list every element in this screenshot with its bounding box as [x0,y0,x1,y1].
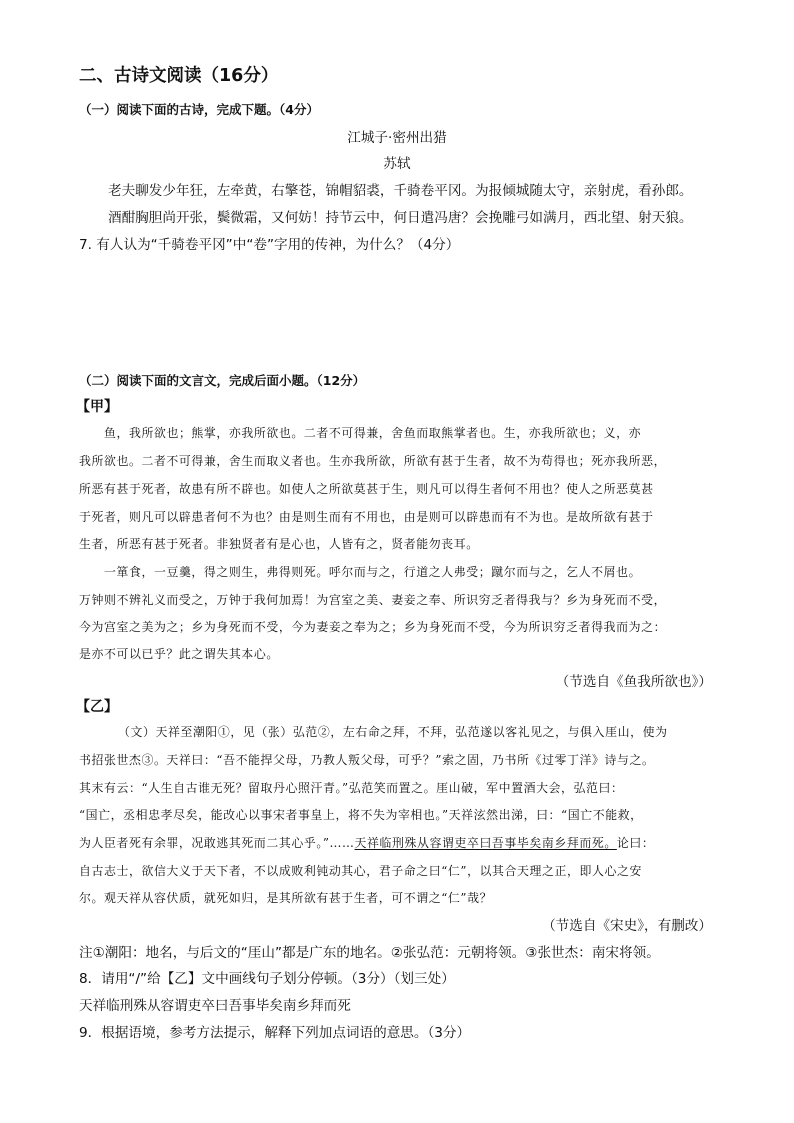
question-9: 9．根据语境，参考方法提示，解释下列加点词语的意思。（3分） [79,1025,471,1041]
poem-title: 江城子·密州出猎 [347,130,447,146]
part1-heading: （一）阅读下面的古诗，完成下题。（4分） [79,102,319,117]
jia-line: 所恶有甚于死者，故患有所不辟也。如使人之所欲莫甚于生，则凡可以得生者何不用也？使人之所恶莫甚 [79,482,654,496]
part2-heading: （二）阅读下面的文言文，完成后面小题。（12分） [79,373,366,388]
jia-line: 万钟则不辨礼义而受之，万钟于我何加焉！为宫室之美、妻妾之奉、所识穷乏者得我与？乡为身死而不受， [79,593,667,607]
question-7: 7. 有人认为“千骑卷平冈”中“卷”字用的传神，为什么？（4分） [79,237,460,253]
jia-line: 是亦不可以已乎？此之谓失其本心。 [79,647,279,661]
poem-line-2: 酒酣胸胆尚开张，鬓微霜，又何妨！持节云中，何日遣冯唐？会挽雕弓如满月，西北望、射天狼。 [108,210,693,226]
poem-author: 苏轼 [383,156,411,172]
jia-source: （节选自《鱼我所欲也》） [555,674,712,690]
yi-source: （节选自《宋史》，有删改） [542,918,712,934]
jia-line: 一箪食，一豆羹，得之则生，弗得则死。呼尔而与之，行道之人弗受；蹴尔而与之，乞人不屑也。 [104,565,642,579]
yi-line: 其末有云：“人生自古谁无死？留取丹心照汗青。”弘范笑而置之。厓山破，军中置酒大会，弘范曰： [79,781,624,795]
yi-line: 自古志士，欲信大义于天下者，不以成败利钝动其心，君子命之曰“仁”，以其合天理之正，即人心之安 [79,864,642,878]
poem-line-1: 老夫聊发少年狂，左牵黄，右擎苍，锦帽貂裘，千骑卷平冈。为报倾城随太守，亲射虎，看孙郎。 [108,183,693,199]
annotation-note: 注①潮阳：地名，与后文的“厓山”都是广东的地名。②张弘范：元朝将领。③张世杰：南宋将领。 [79,945,660,961]
yi-line: 书招张世杰③。天祥曰：“吾不能捍父母，乃教人叛父母，可乎？”索之固，乃书所《过零丁洋》诗与之。 [79,753,655,767]
yi-line-5 [79,834,654,851]
jia-line: 今为宫室之美为之；乡为身死而不受，今为妻妾之奉为之；乡为身死而不受，今为所识穷乏者得我而为之： [79,620,667,634]
yi-line: “国亡，丞相忠孝尽矣，能改心以事宋者事皇上，将不失为宰相也。”天祥泫然出涕，曰：“国亡不能救， [79,808,643,822]
yi-line: （文）天祥至潮阳①，见（张）弘范②，左右命之拜，不拜，弘范遂以客礼见之，与俱入厓山，使为 [118,725,668,739]
jia-line: 生者，所恶有甚于死者。非独贤者有是心也，人皆有之，贤者能勿丧耳。 [79,537,479,551]
yi-line-5-head: 为人臣者死有余罪，况敢逃其死而二其心乎。”…… [79,836,355,850]
yi-line: 尔。观天祥从容伏质，就死如归，是其所欲有甚于生者，可不谓之“仁”哉？ [79,891,493,905]
jia-line: 鱼，我所欲也；熊掌，亦我所欲也。二者不可得兼，舍鱼而取熊掌者也。生，亦我所欲也；义，亦 [104,426,642,440]
question-8-sentence: 天祥临刑殊从容谓吏卒曰吾事毕矣南乡拜而死 [79,998,351,1014]
yi-line-5-tail: 论曰： [616,836,655,850]
question-8: 8．请用“/”给【乙】文中画线句子划分停顿。（3分）（划三处） [79,971,455,987]
jia-line: 我所欲也。二者不可得兼，舍生而取义者也。生亦我所欲，所欲有甚于生者，故不为苟得也；死亦我所恶， [79,454,667,468]
underlined-sentence: 天祥临刑殊从容谓吏卒曰吾事毕矣南乡拜而死。 [354,836,617,850]
jia-line: 于死者，则凡可以辟患者何不为也？由是则生而有不用也，由是则可以辟患而有不为也。是故所欲有甚于 [79,510,654,524]
yi-label: 【乙】 [76,699,118,715]
jia-label: 【甲】 [76,399,118,415]
section-title: 二、古诗文阅读（16分） [79,66,279,86]
